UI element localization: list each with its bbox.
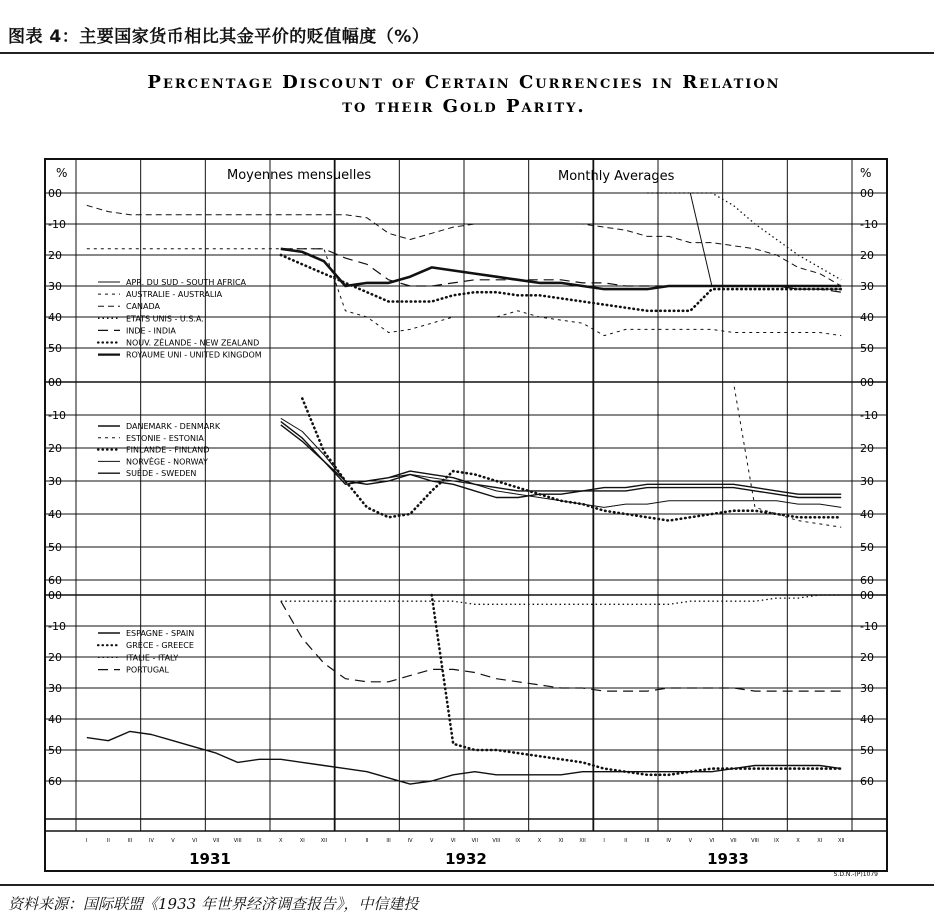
legend-label: AUSTRALIE - AUSTRALIA	[126, 290, 223, 300]
month-tick-label: II	[624, 838, 628, 844]
legend-label: GRÈCE - GREECE	[126, 641, 194, 651]
legend-label: NOUV. ZÉLANDE - NEW ZEALAND	[126, 338, 260, 348]
y-tick-right: 50	[860, 744, 874, 757]
chart-svg	[0, 54, 934, 884]
year-label-1933: 1933	[707, 850, 749, 868]
y-tick-right: 50	[860, 342, 874, 355]
month-tick-label: VII	[212, 838, 220, 844]
month-tick-label: III	[645, 838, 650, 844]
series-line	[647, 382, 841, 527]
month-tick-label: V	[171, 838, 175, 844]
month-tick-label: I	[603, 838, 605, 844]
year-label-1931: 1931	[189, 850, 231, 868]
y-tick-right: -10	[860, 218, 878, 231]
month-tick-label: XI	[558, 838, 564, 844]
legend-label: PORTUGAL	[126, 665, 169, 675]
month-tick-label: IX	[515, 838, 521, 844]
month-tick-label: X	[279, 838, 283, 844]
y-tick-left: 60	[48, 574, 62, 587]
month-tick-label: II	[106, 838, 110, 844]
y-tick-left: 50	[48, 342, 62, 355]
y-tick-left: 20	[48, 651, 62, 664]
y-tick-right: -10	[860, 409, 878, 422]
y-tick-right: 30	[860, 280, 874, 293]
legend-label: ESTONIE - ESTONIA	[126, 433, 204, 443]
legend-label: APR. DU SUD - SOUTH AFRICA	[126, 278, 247, 287]
y-tick-left: 30	[48, 280, 62, 293]
y-tick-left: 40	[48, 311, 62, 324]
month-tick-label: III	[127, 838, 133, 844]
legend-label: DANEMARK - DENMARK	[126, 422, 221, 431]
series-line	[281, 425, 841, 498]
bottom-rule	[0, 884, 934, 886]
y-tick-right: 20	[860, 249, 874, 262]
source-note: 资料来源：国际联盟《1933 年世界经济调查报告》，中信建投	[8, 895, 419, 913]
month-tick-label: I	[86, 838, 88, 844]
month-tick-label: VIII	[751, 838, 759, 844]
month-tick-label: IV	[148, 838, 154, 844]
month-tick-label: II	[365, 838, 369, 844]
month-tick-label: VII	[730, 838, 737, 844]
month-tick-label: XI	[299, 838, 305, 844]
month-tick-label: IV	[407, 838, 413, 844]
month-tick-label: VIII	[233, 838, 242, 844]
y-tick-right: 00	[860, 376, 874, 389]
y-tick-right: 30	[860, 475, 874, 488]
month-tick-label: I	[344, 838, 347, 844]
y-tick-left: 40	[48, 713, 62, 726]
y-tick-left: -10	[48, 620, 66, 633]
month-tick-label: III	[386, 838, 391, 844]
year-label-1932: 1932	[445, 850, 487, 868]
y-tick-left: 00	[48, 376, 62, 389]
y-tick-right: 40	[860, 508, 874, 521]
legend-label: SUÈDE - SWEDEN	[126, 469, 197, 479]
legend-label: ESPAGNE - SPAIN	[126, 629, 195, 638]
month-tick-label: IX	[774, 838, 780, 844]
month-tick-label: XII	[320, 838, 328, 844]
month-tick-label: V	[429, 838, 434, 844]
series-line	[647, 193, 841, 280]
subtitle-left: Moyennes mensuelles	[227, 168, 372, 183]
y-tick-left: 60	[48, 775, 62, 788]
y-tick-right: 00	[860, 589, 874, 602]
month-tick-label: IX	[256, 838, 262, 844]
legend-label: ETATS UNIS - U.S.A.	[126, 314, 204, 324]
unit-right: %	[860, 166, 872, 180]
legend-label: CANADA	[126, 302, 161, 312]
y-tick-right: 50	[860, 541, 874, 554]
y-tick-left: 00	[48, 187, 62, 200]
y-tick-left: 20	[48, 249, 62, 262]
y-tick-right: 60	[860, 574, 874, 587]
month-tick-label: X	[796, 838, 800, 844]
month-tick-label: V	[688, 838, 693, 844]
y-tick-left: 20	[48, 442, 62, 455]
y-tick-right: 40	[860, 713, 874, 726]
chart-title-line-1: Percentage Discount of Certain Currencies in Relation	[147, 72, 781, 93]
y-tick-right: 20	[860, 442, 874, 455]
month-tick-label: XII	[579, 838, 586, 844]
figure-caption: 图表 4：主要国家货币相比其金平价的贬值幅度（%）	[8, 27, 430, 47]
y-tick-left: -10	[48, 409, 66, 422]
series-line	[281, 595, 841, 604]
y-tick-right: 40	[860, 311, 874, 324]
month-tick-label: VII	[471, 838, 478, 844]
month-tick-label: VI	[709, 838, 715, 844]
month-tick-label: VI	[192, 838, 198, 844]
y-tick-left: 30	[48, 475, 62, 488]
month-tick-label: VIII	[492, 838, 501, 844]
credit-label: S.D.N.-(P)1079	[833, 871, 878, 878]
y-tick-left: 30	[48, 682, 62, 695]
y-tick-left: 50	[48, 541, 62, 554]
legend-label: NORVÈGE - NORWAY	[126, 457, 208, 467]
series-line	[432, 595, 842, 775]
y-tick-left: 40	[48, 508, 62, 521]
series-line	[281, 422, 841, 498]
month-tick-label: VI	[450, 838, 456, 844]
y-tick-right: 60	[860, 775, 874, 788]
series-line	[281, 601, 841, 691]
unit-left: %	[56, 166, 68, 180]
y-tick-left: -10	[48, 218, 66, 231]
month-tick-label: IV	[666, 838, 672, 844]
y-tick-right: -10	[860, 620, 878, 633]
y-tick-left: 00	[48, 589, 62, 602]
legend-label: ITALIE - ITALY	[126, 653, 179, 663]
legend-label: ROYAUME UNI - UNITED KINGDOM	[126, 350, 262, 360]
y-tick-right: 30	[860, 682, 874, 695]
legend-label: INDE - INDIA	[126, 326, 176, 336]
y-tick-left: 50	[48, 744, 62, 757]
y-tick-right: 00	[860, 187, 874, 200]
month-tick-label: XII	[838, 838, 845, 844]
subtitle-right: Monthly Averages	[558, 169, 675, 184]
figure-header	[0, 0, 934, 52]
legend-label: FINLANDE - FINLAND	[126, 445, 210, 455]
month-tick-label: X	[537, 838, 542, 844]
y-tick-right: 20	[860, 651, 874, 664]
month-tick-label: XI	[817, 838, 823, 844]
chart-title-line-2: to their Gold Parity.	[342, 96, 586, 117]
chart-frame	[45, 159, 887, 871]
